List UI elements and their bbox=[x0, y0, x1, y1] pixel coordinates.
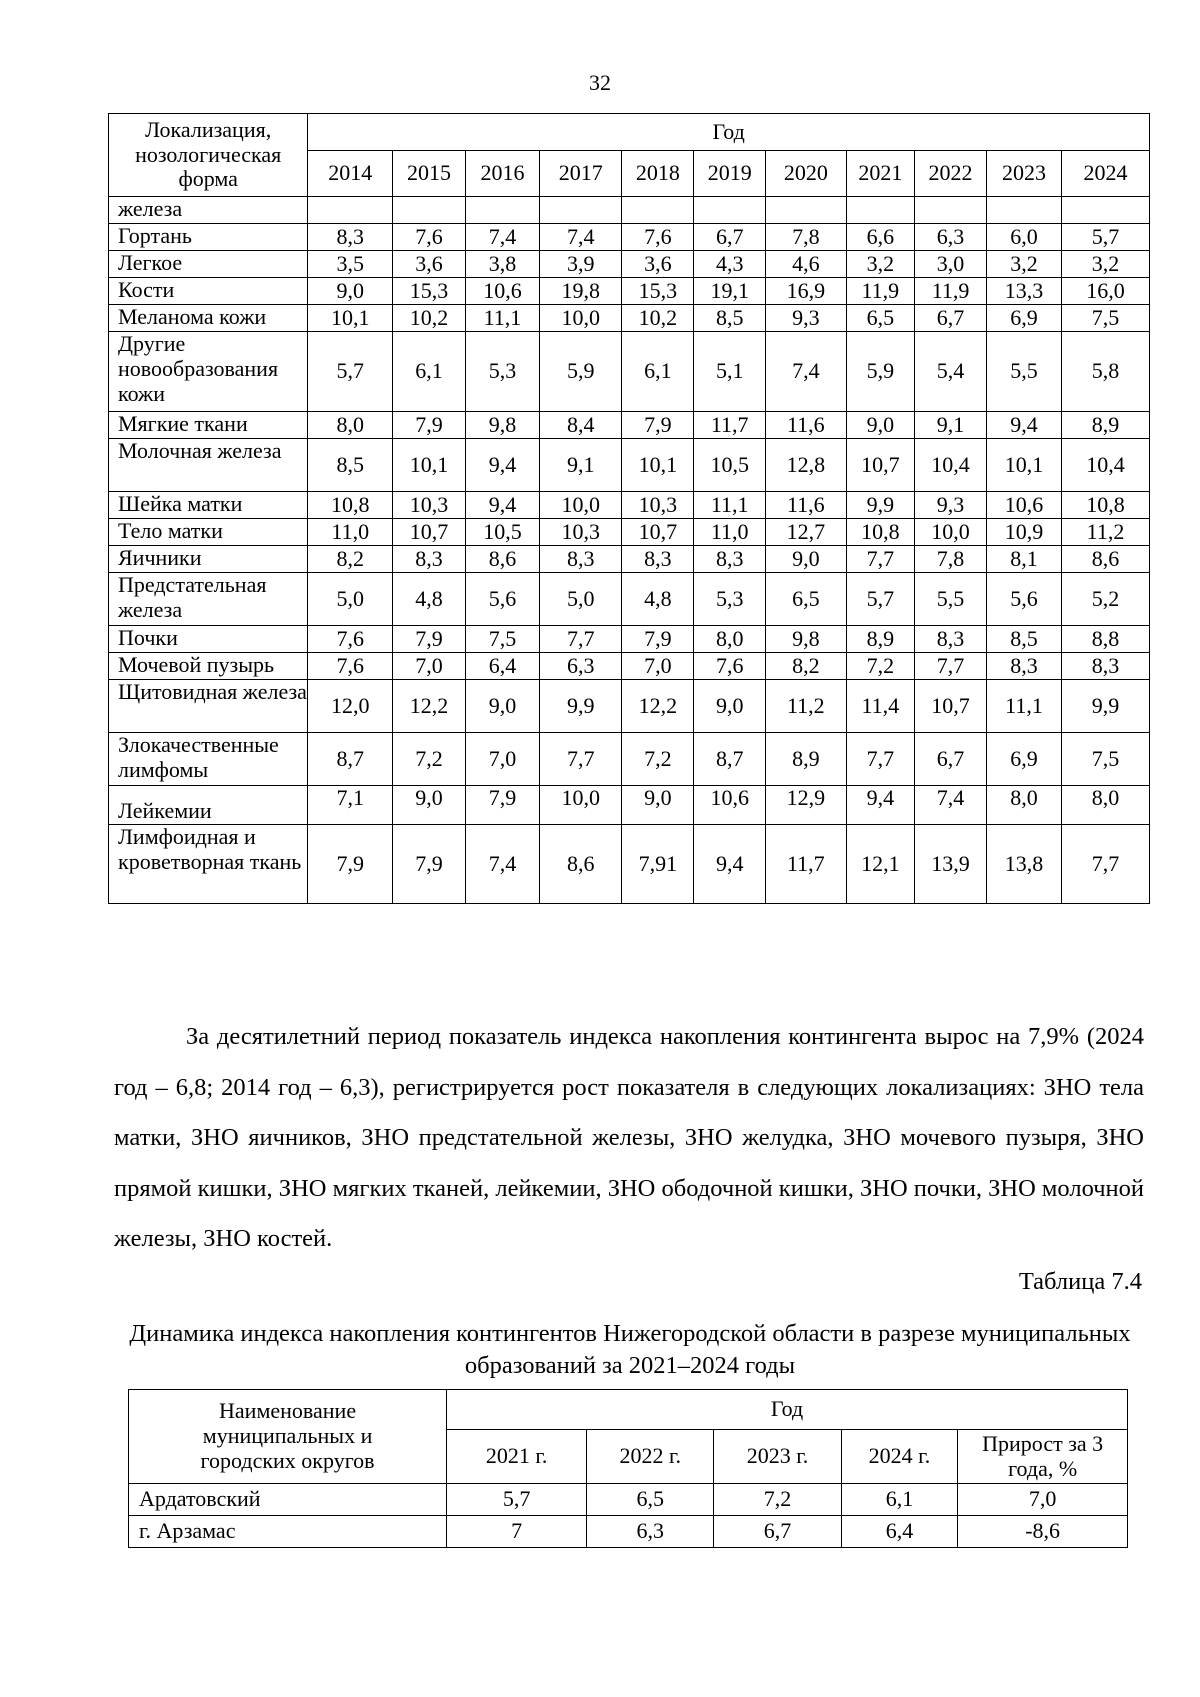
value-cell: 10,0 bbox=[539, 492, 622, 519]
row-label: Щитовидная железа bbox=[109, 680, 308, 733]
value-cell: 9,0 bbox=[308, 278, 393, 305]
value-cell: 4,8 bbox=[393, 573, 466, 626]
row-label: Шейка матки bbox=[109, 492, 308, 519]
value-cell: 8,0 bbox=[1062, 786, 1150, 825]
value-cell: 8,3 bbox=[915, 626, 987, 653]
row-label: Гортань bbox=[109, 224, 308, 251]
row-label: Легкое bbox=[109, 251, 308, 278]
value-cell: 7,2 bbox=[714, 1484, 841, 1516]
value-cell: 5,3 bbox=[694, 573, 766, 626]
municipality-name: Ардатовский bbox=[129, 1484, 447, 1516]
value-cell: 6,5 bbox=[587, 1484, 714, 1516]
value-cell: 9,0 bbox=[846, 412, 915, 439]
value-cell: 4,8 bbox=[622, 573, 694, 626]
table-row bbox=[109, 733, 1150, 786]
value-cell: 6,3 bbox=[915, 224, 987, 251]
value-cell bbox=[465, 197, 539, 224]
value-cell: 5,6 bbox=[465, 573, 539, 626]
row-label: Мягкие ткани bbox=[109, 412, 308, 439]
value-cell: 3,6 bbox=[393, 251, 466, 278]
year-header-2017: 2017 bbox=[539, 151, 622, 197]
value-cell: 7,9 bbox=[393, 626, 466, 653]
value-cell: 6,7 bbox=[694, 224, 766, 251]
value-cell: 10,1 bbox=[393, 439, 466, 492]
table-row bbox=[109, 680, 1150, 733]
value-cell: 10,6 bbox=[465, 278, 539, 305]
year-header-2018: 2018 bbox=[622, 151, 694, 197]
value-cell: 16,9 bbox=[766, 278, 846, 305]
value-cell: 10,0 bbox=[915, 519, 987, 546]
value-cell: 13,9 bbox=[915, 825, 987, 904]
value-cell: 6,9 bbox=[986, 305, 1061, 332]
value-cell: 8,1 bbox=[986, 546, 1061, 573]
value-cell: 7,0 bbox=[465, 733, 539, 786]
value-cell: 7,9 bbox=[308, 825, 393, 904]
value-cell: 10,1 bbox=[986, 439, 1061, 492]
value-cell: 7,4 bbox=[465, 224, 539, 251]
year-header-2021: 2021 bbox=[846, 151, 915, 197]
value-cell: 11,9 bbox=[915, 278, 987, 305]
value-cell: 6,5 bbox=[846, 305, 915, 332]
row-label: железа bbox=[109, 197, 308, 224]
value-cell: 11,2 bbox=[1062, 519, 1150, 546]
value-cell: 8,6 bbox=[465, 546, 539, 573]
value-cell: 15,3 bbox=[393, 278, 466, 305]
value-cell: 4,6 bbox=[766, 251, 846, 278]
value-cell: 6,7 bbox=[714, 1516, 841, 1548]
year-header-2019: 2019 bbox=[694, 151, 766, 197]
value-cell: 6,7 bbox=[915, 733, 987, 786]
value-cell: 7,6 bbox=[393, 224, 466, 251]
value-cell: 5,5 bbox=[986, 332, 1061, 412]
value-cell: 7,2 bbox=[846, 653, 915, 680]
value-cell: 10,5 bbox=[694, 439, 766, 492]
row-label: Яичники bbox=[109, 546, 308, 573]
value-cell: 16,0 bbox=[1062, 278, 1150, 305]
value-cell: 5,7 bbox=[1062, 224, 1150, 251]
value-cell: 8,0 bbox=[694, 626, 766, 653]
value-cell: 7,6 bbox=[622, 224, 694, 251]
table-row bbox=[109, 492, 1150, 519]
year-header-2015: 2015 bbox=[393, 151, 466, 197]
value-cell: 6,6 bbox=[846, 224, 915, 251]
value-cell: 11,1 bbox=[694, 492, 766, 519]
value-cell bbox=[846, 197, 915, 224]
value-cell: 9,4 bbox=[986, 412, 1061, 439]
value-cell: 7,9 bbox=[622, 412, 694, 439]
table-row bbox=[109, 653, 1150, 680]
value-cell: 8,7 bbox=[694, 733, 766, 786]
table-label: Таблица 7.4 bbox=[1018, 1268, 1142, 1295]
value-cell: 5,0 bbox=[308, 573, 393, 626]
value-cell: 9,0 bbox=[465, 680, 539, 733]
year-header-2014: 2014 bbox=[308, 151, 393, 197]
page-number: 32 bbox=[589, 70, 611, 95]
value-cell: 8,5 bbox=[986, 626, 1061, 653]
value-cell: 9,9 bbox=[846, 492, 915, 519]
value-cell: 7,7 bbox=[846, 733, 915, 786]
table-row bbox=[109, 519, 1150, 546]
value-cell bbox=[539, 197, 622, 224]
value-cell: 7,2 bbox=[393, 733, 466, 786]
value-cell: 12,0 bbox=[308, 680, 393, 733]
value-cell: 10,4 bbox=[915, 439, 987, 492]
value-cell: 3,5 bbox=[308, 251, 393, 278]
table-title: Динамика индекса накопления контингентов Нижегородской области в разрезе муниципальных образований за 2021–2024 годы bbox=[129, 1320, 1131, 1379]
value-cell: 7,4 bbox=[465, 825, 539, 904]
value-cell: 8,3 bbox=[694, 546, 766, 573]
year-header-2016: 2016 bbox=[465, 151, 539, 197]
value-cell: 10,7 bbox=[846, 439, 915, 492]
value-cell: 8,9 bbox=[1062, 412, 1150, 439]
value-cell: 8,4 bbox=[539, 412, 622, 439]
value-cell: 3,2 bbox=[986, 251, 1061, 278]
value-cell: 15,3 bbox=[622, 278, 694, 305]
value-cell: 10,3 bbox=[393, 492, 466, 519]
value-cell: 7,5 bbox=[1062, 733, 1150, 786]
value-cell: 7,7 bbox=[539, 733, 622, 786]
value-cell: 5,2 bbox=[1062, 573, 1150, 626]
value-cell: 9,9 bbox=[1062, 680, 1150, 733]
row-label: Предстательная железа bbox=[109, 573, 308, 626]
value-cell: 7,7 bbox=[539, 626, 622, 653]
value-cell: 10,6 bbox=[986, 492, 1061, 519]
value-cell: 8,6 bbox=[539, 825, 622, 904]
value-cell: 12,9 bbox=[766, 786, 846, 825]
value-cell bbox=[694, 197, 766, 224]
value-cell: 11,1 bbox=[465, 305, 539, 332]
value-cell: 8,3 bbox=[986, 653, 1061, 680]
oncology-accumulation-table bbox=[108, 113, 1150, 904]
year-header-2022: 2022 bbox=[915, 151, 987, 197]
value-cell: 7,4 bbox=[539, 224, 622, 251]
value-cell: 7,9 bbox=[465, 786, 539, 825]
value-cell bbox=[308, 197, 393, 224]
value-cell: 7,5 bbox=[465, 626, 539, 653]
table-row bbox=[109, 197, 1150, 224]
row-label: Другие новообразования кожи bbox=[109, 332, 308, 412]
value-cell: 7,9 bbox=[393, 825, 466, 904]
municipal-accumulation-table bbox=[128, 1389, 1128, 1548]
value-cell: 10,9 bbox=[986, 519, 1061, 546]
value-cell: 11,6 bbox=[766, 412, 846, 439]
value-cell: 11,9 bbox=[846, 278, 915, 305]
value-cell: 11,0 bbox=[694, 519, 766, 546]
value-cell: 7,0 bbox=[393, 653, 466, 680]
table-row bbox=[109, 251, 1150, 278]
value-cell: 7,7 bbox=[1062, 825, 1150, 904]
value-cell: 9,4 bbox=[465, 492, 539, 519]
value-cell: 3,8 bbox=[465, 251, 539, 278]
row-label: Лимфоидная и кроветворная ткань bbox=[109, 825, 308, 904]
value-cell: 7,9 bbox=[622, 626, 694, 653]
value-cell: 8,7 bbox=[308, 733, 393, 786]
value-cell: 10,6 bbox=[694, 786, 766, 825]
value-cell: 10,4 bbox=[1062, 439, 1150, 492]
value-cell: 12,2 bbox=[622, 680, 694, 733]
value-cell: 13,8 bbox=[986, 825, 1061, 904]
value-cell: 7,5 bbox=[1062, 305, 1150, 332]
value-cell: 6,4 bbox=[841, 1516, 958, 1548]
value-cell: 7,4 bbox=[915, 786, 987, 825]
value-cell: 10,0 bbox=[539, 305, 622, 332]
table-row bbox=[109, 305, 1150, 332]
column-header: 2021 г. bbox=[447, 1430, 587, 1484]
value-cell bbox=[915, 197, 987, 224]
value-cell: 11,4 bbox=[846, 680, 915, 733]
value-cell: 10,2 bbox=[622, 305, 694, 332]
header-municipality: Наименование муниципальных и городских округов bbox=[129, 1390, 447, 1484]
value-cell: 5,7 bbox=[846, 573, 915, 626]
value-cell: 8,2 bbox=[308, 546, 393, 573]
column-header: 2022 г. bbox=[587, 1430, 714, 1484]
row-label: Лейкемии bbox=[109, 786, 308, 825]
value-cell: 6,1 bbox=[841, 1484, 958, 1516]
value-cell: 3,9 bbox=[539, 251, 622, 278]
table-row bbox=[109, 786, 1150, 825]
value-cell: 6,3 bbox=[539, 653, 622, 680]
value-cell: 8,3 bbox=[393, 546, 466, 573]
value-cell: 10,7 bbox=[393, 519, 466, 546]
row-label: Меланома кожи bbox=[109, 305, 308, 332]
value-cell: 3,2 bbox=[1062, 251, 1150, 278]
value-cell: 8,9 bbox=[766, 733, 846, 786]
value-cell bbox=[986, 197, 1061, 224]
value-cell: 9,1 bbox=[915, 412, 987, 439]
value-cell: 5,1 bbox=[694, 332, 766, 412]
value-cell: 6,1 bbox=[622, 332, 694, 412]
value-cell: 5,4 bbox=[915, 332, 987, 412]
value-cell bbox=[622, 197, 694, 224]
value-cell: 9,8 bbox=[766, 626, 846, 653]
row-label: Почки bbox=[109, 626, 308, 653]
value-cell: 6,4 bbox=[465, 653, 539, 680]
value-cell: 10,3 bbox=[539, 519, 622, 546]
value-cell: 9,3 bbox=[766, 305, 846, 332]
value-cell: 11,2 bbox=[766, 680, 846, 733]
year-header-2023: 2023 bbox=[986, 151, 1061, 197]
value-cell: 9,0 bbox=[393, 786, 466, 825]
value-cell: 4,3 bbox=[694, 251, 766, 278]
value-cell: 7,7 bbox=[846, 546, 915, 573]
value-cell: 11,7 bbox=[694, 412, 766, 439]
value-cell: 6,3 bbox=[587, 1516, 714, 1548]
value-cell: 7,6 bbox=[308, 653, 393, 680]
value-cell: 5,9 bbox=[539, 332, 622, 412]
value-cell: 10,8 bbox=[308, 492, 393, 519]
value-cell: 7,0 bbox=[622, 653, 694, 680]
value-cell: 12,8 bbox=[766, 439, 846, 492]
value-cell: 7,9 bbox=[393, 412, 466, 439]
value-cell: 11,0 bbox=[308, 519, 393, 546]
value-cell: 5,7 bbox=[447, 1484, 587, 1516]
table-row bbox=[129, 1484, 1128, 1516]
row-label: Мочевой пузырь bbox=[109, 653, 308, 680]
value-cell: 10,0 bbox=[539, 786, 622, 825]
value-cell: 5,5 bbox=[915, 573, 987, 626]
table-row bbox=[109, 332, 1150, 412]
value-cell: 9,4 bbox=[846, 786, 915, 825]
row-label: Тело матки bbox=[109, 519, 308, 546]
year-header-2024: 2024 bbox=[1062, 151, 1150, 197]
value-cell: 9,0 bbox=[694, 680, 766, 733]
value-cell: 7,4 bbox=[766, 332, 846, 412]
value-cell: 9,8 bbox=[465, 412, 539, 439]
value-cell bbox=[1062, 197, 1150, 224]
value-cell: 7,6 bbox=[308, 626, 393, 653]
value-cell: 10,1 bbox=[308, 305, 393, 332]
value-cell: 6,7 bbox=[915, 305, 987, 332]
value-cell: 11,6 bbox=[766, 492, 846, 519]
value-cell: 7,8 bbox=[766, 224, 846, 251]
value-cell: 7,1 bbox=[308, 786, 393, 825]
value-cell: 7,91 bbox=[622, 825, 694, 904]
value-cell: 8,5 bbox=[308, 439, 393, 492]
value-cell: 3,2 bbox=[846, 251, 915, 278]
value-cell: 3,6 bbox=[622, 251, 694, 278]
value-cell: 8,5 bbox=[694, 305, 766, 332]
value-cell: 6,5 bbox=[766, 573, 846, 626]
value-cell: 7,6 bbox=[694, 653, 766, 680]
value-cell: 9,4 bbox=[694, 825, 766, 904]
row-label: Кости bbox=[109, 278, 308, 305]
year-header-2020: 2020 bbox=[766, 151, 846, 197]
value-cell: 8,3 bbox=[308, 224, 393, 251]
header-localization: Локализация, нозологическая форма bbox=[109, 114, 308, 197]
value-cell: 10,1 bbox=[622, 439, 694, 492]
value-cell: 6,1 bbox=[393, 332, 466, 412]
value-cell: 10,5 bbox=[465, 519, 539, 546]
value-cell: 10,8 bbox=[846, 519, 915, 546]
value-cell: 19,1 bbox=[694, 278, 766, 305]
value-cell: 5,9 bbox=[846, 332, 915, 412]
table-row bbox=[109, 412, 1150, 439]
value-cell: 6,9 bbox=[986, 733, 1061, 786]
value-cell: 11,1 bbox=[986, 680, 1061, 733]
value-cell: 10,7 bbox=[622, 519, 694, 546]
column-header: 2024 г. bbox=[841, 1430, 958, 1484]
value-cell: 10,3 bbox=[622, 492, 694, 519]
value-cell: 8,9 bbox=[846, 626, 915, 653]
value-cell: 7,2 bbox=[622, 733, 694, 786]
value-cell: 8,3 bbox=[1062, 653, 1150, 680]
value-cell: 5,7 bbox=[308, 332, 393, 412]
table-row bbox=[109, 224, 1150, 251]
value-cell bbox=[393, 197, 466, 224]
value-cell: 9,1 bbox=[539, 439, 622, 492]
value-cell: 7,8 bbox=[915, 546, 987, 573]
value-cell: 8,6 bbox=[1062, 546, 1150, 573]
value-cell: 5,0 bbox=[539, 573, 622, 626]
row-label: Молочная железа bbox=[109, 439, 308, 492]
value-cell: 12,7 bbox=[766, 519, 846, 546]
value-cell: 7,7 bbox=[915, 653, 987, 680]
table-row bbox=[109, 439, 1150, 492]
value-cell: 8,3 bbox=[622, 546, 694, 573]
value-cell: 9,0 bbox=[622, 786, 694, 825]
value-cell: 5,8 bbox=[1062, 332, 1150, 412]
value-cell: 10,7 bbox=[915, 680, 987, 733]
value-cell: 9,0 bbox=[766, 546, 846, 573]
value-cell: 13,3 bbox=[986, 278, 1061, 305]
table-row bbox=[109, 278, 1150, 305]
value-cell: 12,1 bbox=[846, 825, 915, 904]
table-row bbox=[109, 825, 1150, 904]
value-cell: 12,2 bbox=[393, 680, 466, 733]
value-cell: 19,8 bbox=[539, 278, 622, 305]
growth-header: Прирост за 3 года, % bbox=[958, 1430, 1128, 1484]
value-cell: 3,0 bbox=[915, 251, 987, 278]
value-cell: 8,0 bbox=[308, 412, 393, 439]
value-cell: 9,9 bbox=[539, 680, 622, 733]
value-cell: 5,3 bbox=[465, 332, 539, 412]
table-row bbox=[109, 626, 1150, 653]
value-cell: 8,2 bbox=[766, 653, 846, 680]
value-cell: 6,0 bbox=[986, 224, 1061, 251]
header-year: Год bbox=[308, 114, 1150, 151]
value-cell: 10,8 bbox=[1062, 492, 1150, 519]
value-cell: 9,4 bbox=[465, 439, 539, 492]
value-cell bbox=[766, 197, 846, 224]
header-year: Год bbox=[447, 1390, 1128, 1430]
summary-paragraph: За десятилетний период показатель индекса накопления контингента вырос на 7,9% (2024 год – 6,8; 2014 год – 6,3), регистрируется рост показателя в следующих локализациях: ЗНО тела матки, ЗНО яичников, ЗНО предстательной железы, ЗНО желудка, ЗНО мочевого пузыря, ЗНО прямой кишки, ЗНО мягких тканей, лейкемии, ЗНО ободочной кишки, ЗНО почки, ЗНО молочной железы, ЗНО костей. bbox=[114, 1023, 1144, 1252]
table-row bbox=[109, 573, 1150, 626]
value-cell: 7,0 bbox=[958, 1484, 1128, 1516]
value-cell: 8,0 bbox=[986, 786, 1061, 825]
value-cell: 11,7 bbox=[766, 825, 846, 904]
value-cell: 5,6 bbox=[986, 573, 1061, 626]
table-row bbox=[109, 546, 1150, 573]
row-label: Злокачественные лимфомы bbox=[109, 733, 308, 786]
value-cell: 8,8 bbox=[1062, 626, 1150, 653]
municipality-name: г. Арзамас bbox=[129, 1516, 447, 1548]
value-cell: 7 bbox=[447, 1516, 587, 1548]
value-cell: 8,3 bbox=[539, 546, 622, 573]
value-cell: -8,6 bbox=[958, 1516, 1128, 1548]
value-cell: 10,2 bbox=[393, 305, 466, 332]
table-row bbox=[129, 1516, 1128, 1548]
value-cell: 9,3 bbox=[915, 492, 987, 519]
column-header: 2023 г. bbox=[714, 1430, 841, 1484]
